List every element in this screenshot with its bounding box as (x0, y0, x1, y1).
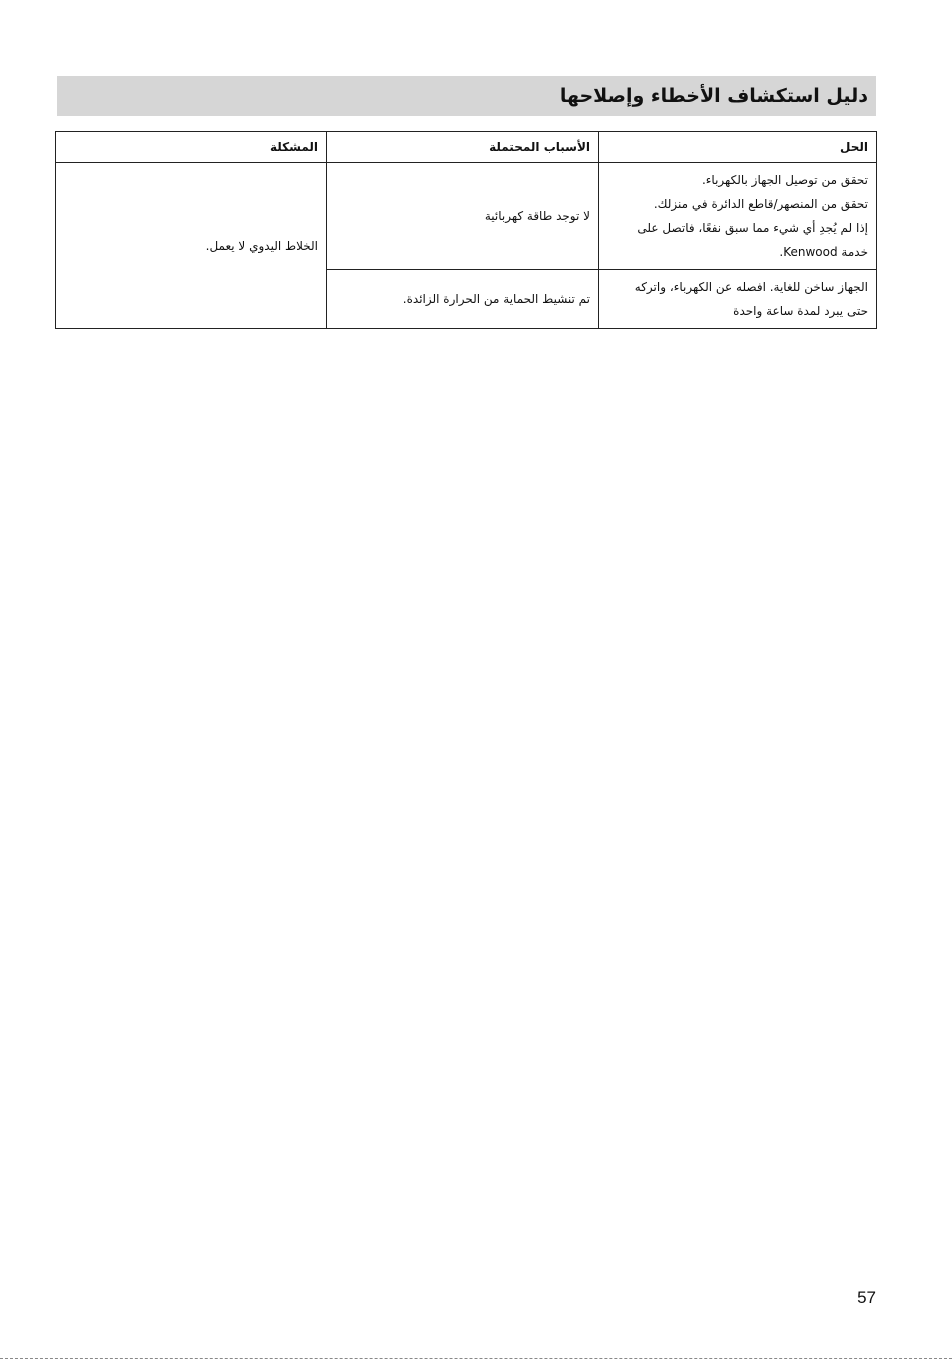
solution-cell (599, 270, 877, 329)
solution-line: تحقق من المنصهر/قاطع الدائرة في منزلك. (653, 197, 868, 211)
page-number: 57 (857, 1288, 876, 1307)
bottom-divider (0, 1358, 952, 1359)
table-row (56, 163, 877, 270)
table-header-row (56, 132, 877, 163)
solution-line: حتى يبرد لمدة ساعة واحدة (733, 304, 868, 318)
troubleshooting-table (55, 131, 877, 329)
solution-line: إذا لم يُجدِ أي شيء مما سبق نفعًا، فاتصل على (637, 221, 868, 235)
cause-cell: تم تنشيط الحماية من الحرارة الزائدة. (327, 270, 599, 329)
solution-line: تحقق من توصيل الجهاز بالكهرباء. (701, 173, 868, 187)
solution-line: الجهاز ساخن للغاية. افصله عن الكهرباء، واتركه (634, 280, 868, 294)
cause-cell: لا توجد طاقة كهربائية (327, 163, 599, 270)
header-problem: المشكلة (56, 132, 327, 163)
solution-line: خدمة Kenwood. (779, 245, 868, 259)
page-title: دليل استكشاف الأخطاء وإصلاحها (559, 85, 868, 107)
section-title-bar (57, 76, 876, 116)
problem-cell: الخلاط اليدوي لا يعمل. (56, 163, 327, 329)
header-cause: الأسباب المحتملة (327, 132, 599, 163)
header-solution: الحل (599, 132, 877, 163)
solution-cell (599, 163, 877, 270)
